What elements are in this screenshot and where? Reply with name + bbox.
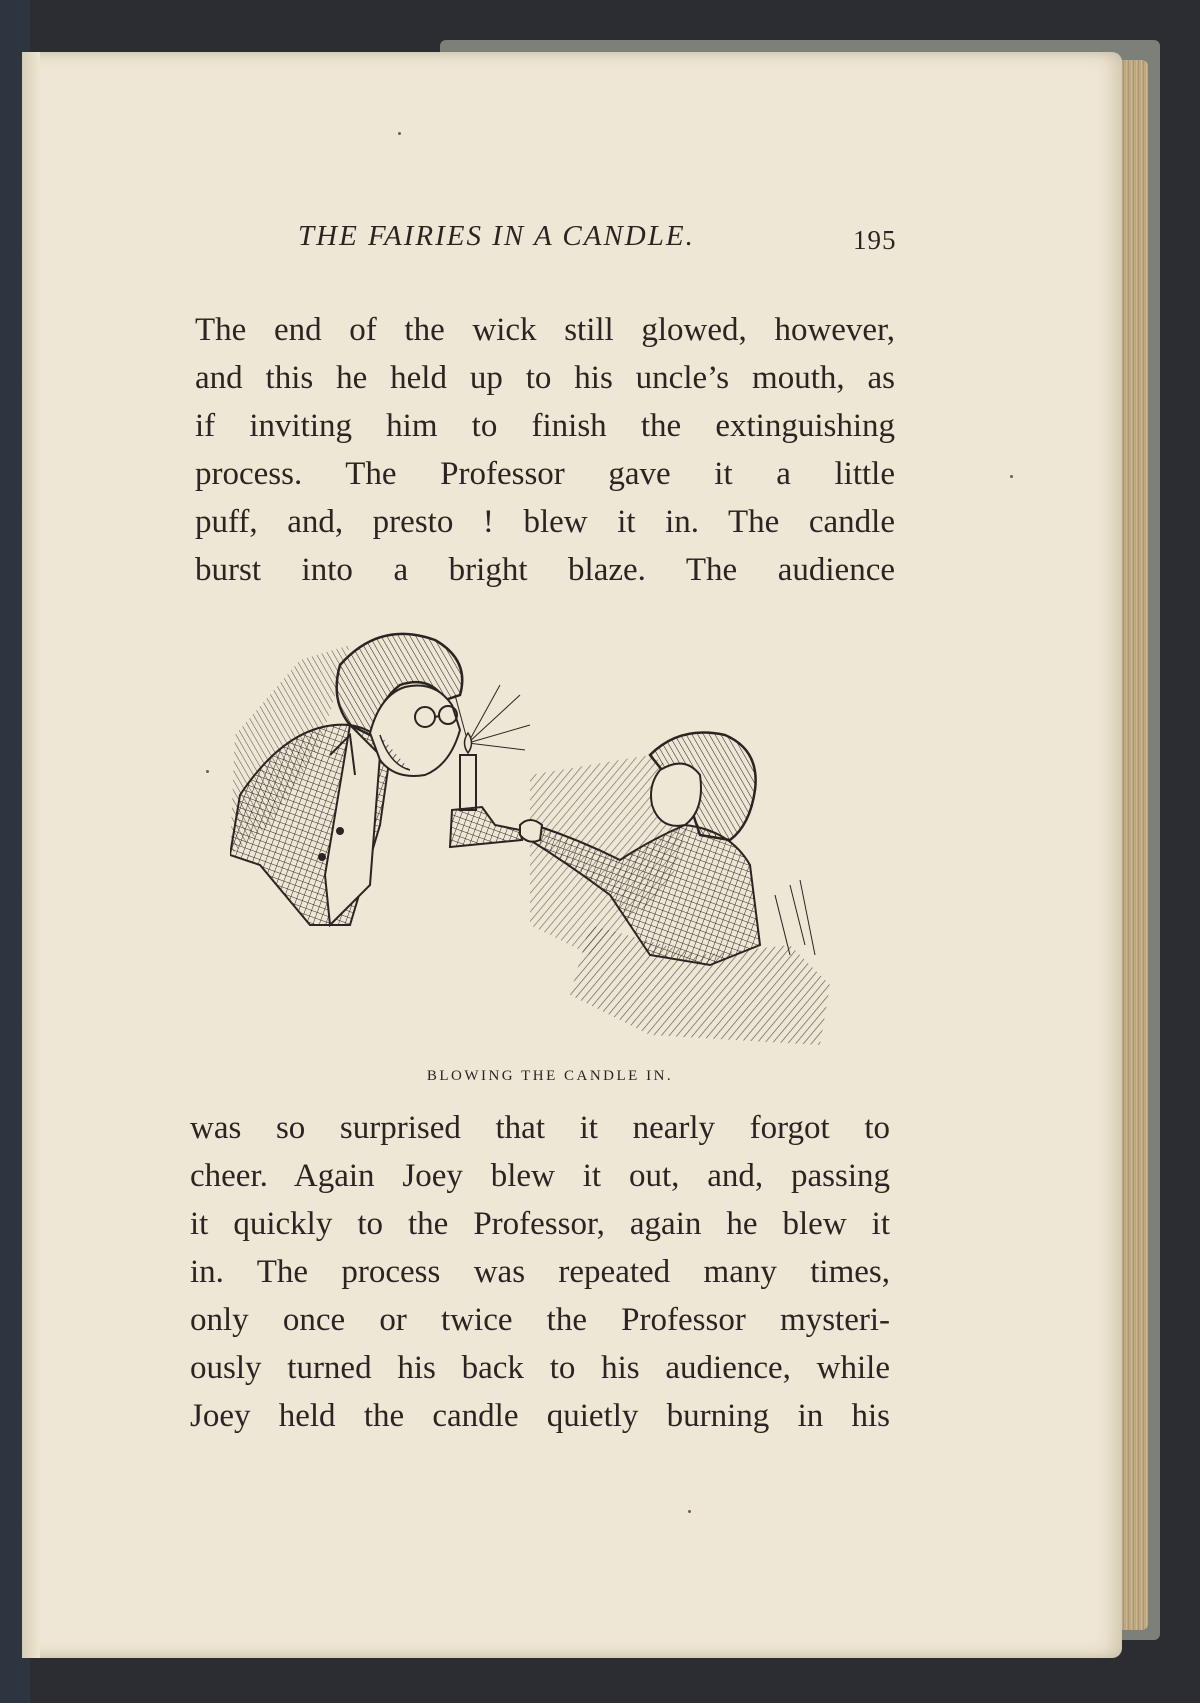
text-line: puff, and, presto ! blew it in. The candle — [195, 504, 895, 540]
paper-speck — [1010, 475, 1013, 478]
text-line: process. The Professor gave it a little — [195, 456, 895, 492]
text-line: if inviting him to finish the extinguishing — [195, 408, 895, 444]
text-line: was so surprised that it nearly forgot to — [190, 1110, 890, 1146]
illustration-caption: BLOWING THE CANDLE IN. — [426, 1068, 674, 1084]
text-line: only once or twice the Professor mysteri- — [190, 1302, 890, 1338]
page-gutter — [22, 52, 40, 1658]
paper-speck — [398, 132, 401, 135]
text-line: it quickly to the Professor, again he blew it — [190, 1206, 890, 1242]
text-line: ously turned his back to his audience, while — [190, 1350, 890, 1386]
paragraph-1 — [195, 306, 895, 594]
paragraph-2 — [190, 1104, 890, 1440]
text-line: and this he held up to his uncle’s mouth, as — [195, 360, 895, 396]
text-line: burst into a bright blaze. The audience — [195, 552, 895, 588]
text-line: in. The process was repeated many times, — [190, 1254, 890, 1290]
paper-speck — [206, 770, 209, 773]
text-line: cheer. Again Joey blew it out, and, passing — [190, 1158, 890, 1194]
text-line: The end of the wick still glowed, however, — [195, 312, 895, 348]
page-number: 195 — [853, 225, 897, 255]
engraving-illustration — [230, 625, 870, 1065]
running-title: THE FAIRIES IN A CANDLE. — [298, 220, 695, 252]
text-line: Joey held the candle quietly burning in his — [190, 1398, 890, 1434]
paper-speck — [688, 1510, 691, 1513]
page-header — [280, 220, 900, 260]
